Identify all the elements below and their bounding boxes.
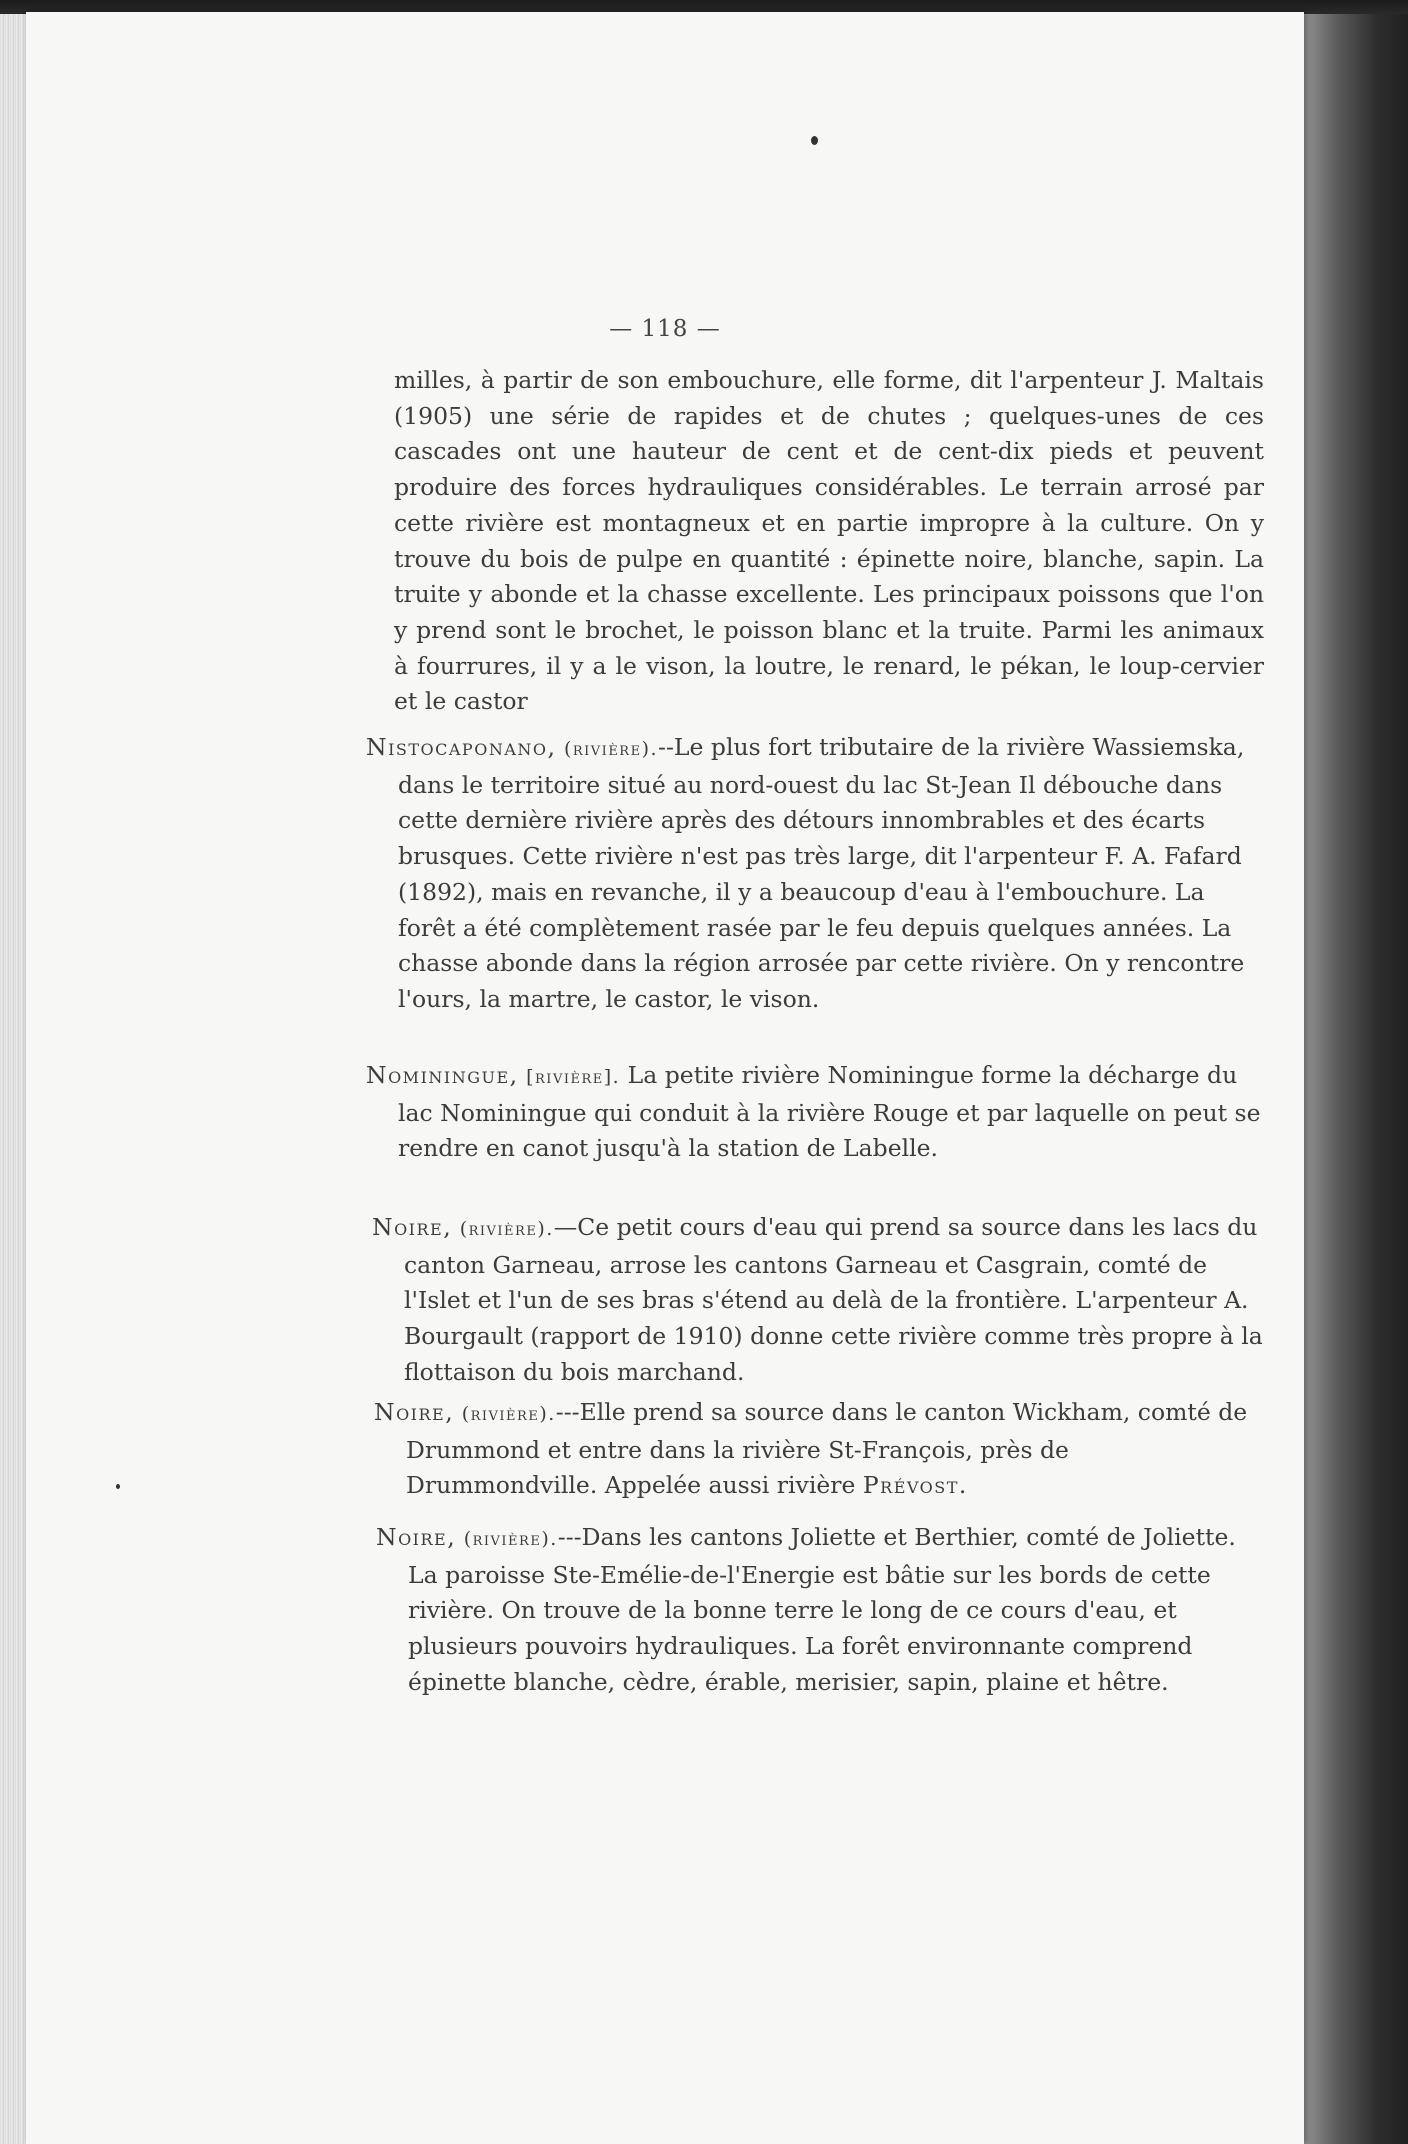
entry-kind: [rivière]. — [526, 1066, 621, 1088]
page-number: — 118 — — [609, 316, 721, 342]
entry-nominingue — [366, 1058, 1262, 1167]
entry-noire-1 — [372, 1210, 1264, 1391]
continued-paragraph: milles, à partir de son embouchure, elle forme, dit l'arpenteur J. Maltais (1905) une série de rapides et de chutes ; quelques-unes de ces cascades ont une hauteur de cent et de cent-dix pieds et peuvent produire des forces hydrauliques considérables. Le terrain arrosé par cette rivière est montagneux et en partie impropre à la culture. On y trouve du bois de pulpe en quantité : épinette noire, blanche, sapin. La truite y abonde et la chasse excellente. Les principaux poissons que l'on y prend sont le brochet, le poisson blanc et la truite. Parmi les animaux à fourrures, il y a le vison, la loutre, le renard, le pékan, le loup-cervier et le castor — [394, 366, 1264, 716]
entry-headword: Noire, — [374, 1398, 455, 1426]
entry-text: --Le plus fort tributaire de la rivière Wassiemska, dans le territoire situé au nord-ouest du lac St-Jean Il débouche dans cette dernière rivière après des détours innombrables et des écarts brusques. Cette rivière n'est pas très large, dit l'arpenteur F. A. Fafard (1892), mais en revanche, il y a beaucoup d'eau à l'embouchure. La forêt a été complètement rasée par le feu depuis quelques années. La chasse abonde dans la région arrosée par cette rivière. On y rencontre l'ours, la martre, le castor, le vison. — [398, 733, 1245, 1013]
entry-noire-3 — [376, 1520, 1264, 1701]
binding-shadow — [1300, 14, 1408, 2144]
entry-headword: Noire, — [376, 1523, 457, 1551]
entry-kind: (rivière). — [563, 738, 659, 760]
entry-text: —Ce petit cours d'eau qui prend sa source dans les lacs du canton Garneau, arrose les cantons Garneau et Casgrain, comté de l'Islet et l'un de ses bras s'étend au delà de la frontière. L'arpenteur A. Bourgault (rapport de 1910) donne cette rivière comme très propre à la flottaison du bois marchand. — [404, 1213, 1263, 1386]
entry-noire-2 — [374, 1395, 1264, 1504]
ink-speck — [811, 136, 818, 145]
book-page — [26, 12, 1304, 2144]
entry-text: ---Elle prend sa source dans le canton Wickham, comté de Drummond et entre dans la rivière St-François, près de Drummondville. Appelée aussi rivière — [406, 1398, 1248, 1500]
entry-headword: Nistocaponano, — [366, 733, 557, 761]
ink-speck — [116, 1484, 120, 1489]
entry-headword: Nominingue, — [366, 1061, 519, 1089]
entry-kind: (rivière). — [459, 1218, 554, 1240]
entry-headword: Noire, — [372, 1213, 453, 1241]
entry-kind: (rivière). — [461, 1403, 556, 1425]
entry-nistocaponano — [366, 730, 1262, 1018]
entry-kind: (rivière). — [463, 1528, 558, 1550]
entry-cross-reference: Prévost. — [862, 1471, 968, 1500]
entry-text: La petite rivière Nominingue forme la décharge du lac Nominingue qui conduit à la rivière Rouge et par laquelle on peut se rendre en canot jusqu'à la station de Labelle. — [398, 1061, 1261, 1163]
entry-text: ---Dans les cantons Joliette et Berthier, comté de Joliette. La paroisse Ste-Emélie-de-l'Energie est bâtie sur les bords de cette rivière. On trouve de la bonne terre le long de ce cours d'eau, et plusieurs pouvoirs hydrauliques. La forêt environnante comprend épinette blanche, cèdre, érable, merisier, sapin, plaine et hêtre. — [408, 1523, 1236, 1696]
